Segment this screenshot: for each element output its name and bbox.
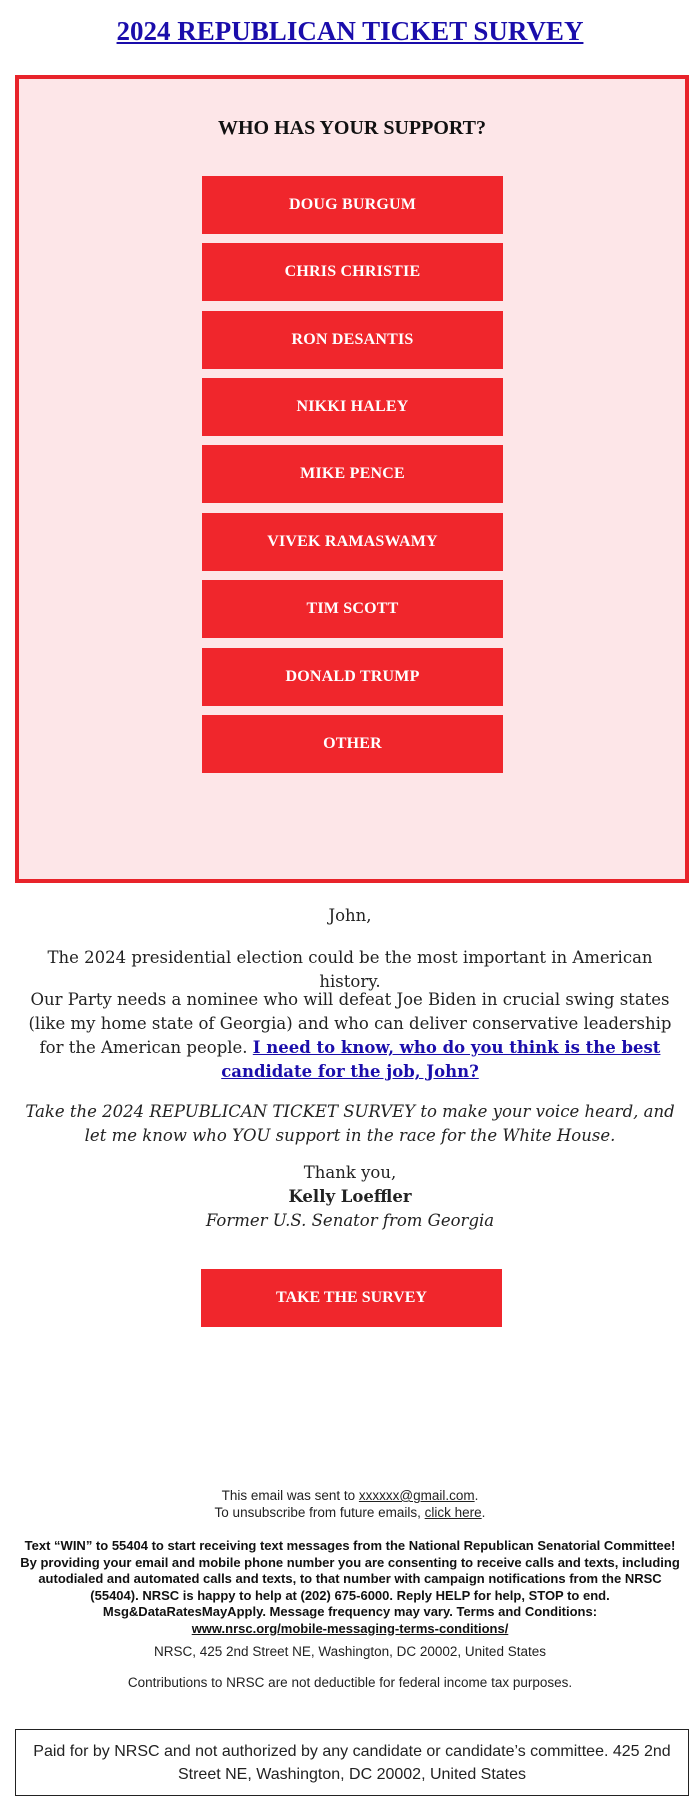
survey-question: WHO HAS YOUR SUPPORT? [217,117,487,139]
paragraph-3-you: YOU [232,1126,271,1145]
candidate-button-scott[interactable]: TIM SCOTT [202,580,503,638]
candidate-button-christie[interactable]: CHRIS CHRISTIE [202,243,503,301]
tax-note: Contributions to NRSC are not deductible for federal income tax purposes. [127,1675,573,1690]
sent-to-prefix: This email was sent to [221,1488,359,1503]
unsubscribe-suffix: . [481,1505,486,1520]
paid-for-disclaimer: Paid for by NRSC and not authorized by any candidate or candidate’s committee. 425 2nd Street NE, Washington, DC 20002, United States [33,1742,671,1783]
paragraph-3-prefix: Take the 2024 [25,1102,150,1121]
candidate-button-burgum[interactable]: DOUG BURGUM [202,176,503,234]
candidate-button-ramaswamy[interactable]: VIVEK RAMASWAMY [202,513,503,571]
candidate-button-other[interactable]: OTHER [202,715,503,773]
unsubscribe-prefix: To unsubscribe from future emails, [214,1505,425,1520]
headline [0,16,700,47]
candidate-button-trump[interactable]: DONALD TRUMP [202,648,503,706]
candidate-button-desantis[interactable]: RON DESANTIS [202,311,503,369]
paragraph-3-suffix: support in the race for the White House. [270,1126,616,1145]
unsubscribe-link[interactable]: click here [424,1505,482,1520]
paragraph-3-survey-name: REPUBLICAN TICKET SURVEY [149,1102,416,1121]
take-survey-button[interactable]: TAKE THE SURVEY [201,1269,502,1327]
paragraph-2 [20,988,680,1084]
paid-for-disclaimer-box [15,1729,689,1796]
paragraph-1: The 2024 presidential election could be the most important in American history. [47,948,653,991]
sent-to-suffix: . [474,1488,479,1503]
paragraph-3 [20,1100,680,1148]
postal-address: NRSC, 425 2nd Street NE, Washington, DC 20002, United States [154,1644,546,1659]
sent-to-line [20,1487,680,1504]
best-candidate-link[interactable]: I need to know, who do you think is the best candidate for the job, John? [221,1038,661,1081]
survey-box [15,75,689,883]
sms-disclaimer-text: Text “WIN” to 55404 to start receiving text messages from the National Republican Senatorial Committee! By providing your email and mobile phone number you are consenting to receive calls and texts, including autodialed and automated calls and texts, to that number with campaign notifications from the NRSC (55404). NRSC is happy to help at (202) 675-6000. Reply HELP for help, STOP to end. Msg&DataRatesMayApply. Message frequency may vary. Terms and Conditions: [20,1538,680,1619]
survey-title-link[interactable]: 2024 REPUBLICAN TICKET SURVEY [116,16,584,46]
unsubscribe-line [20,1504,680,1521]
recipient-email-link[interactable]: xxxxxx@gmail.com [358,1488,475,1503]
paragraph-2-text: Our Party needs a nominee who will defeat Joe Biden in crucial swing states (like my home state of Georgia) and who can deliver conservative leadership for the American people. [28,990,672,1057]
sms-disclaimer [20,1538,680,1637]
signer-title: Former U.S. Senator from Georgia [205,1211,495,1230]
greeting: John, [328,906,372,925]
sms-terms-link[interactable]: www.nrsc.org/mobile-messaging-terms-conditions/ [191,1620,509,1636]
candidate-button-pence[interactable]: MIKE PENCE [202,445,503,503]
signoff-thanks: Thank you, [303,1163,397,1182]
paragraph-3-mid: to make your voice heard, and let me know who [84,1102,675,1145]
signer-name: Kelly Loeffler [288,1187,412,1206]
candidate-button-haley[interactable]: NIKKI HALEY [202,378,503,436]
